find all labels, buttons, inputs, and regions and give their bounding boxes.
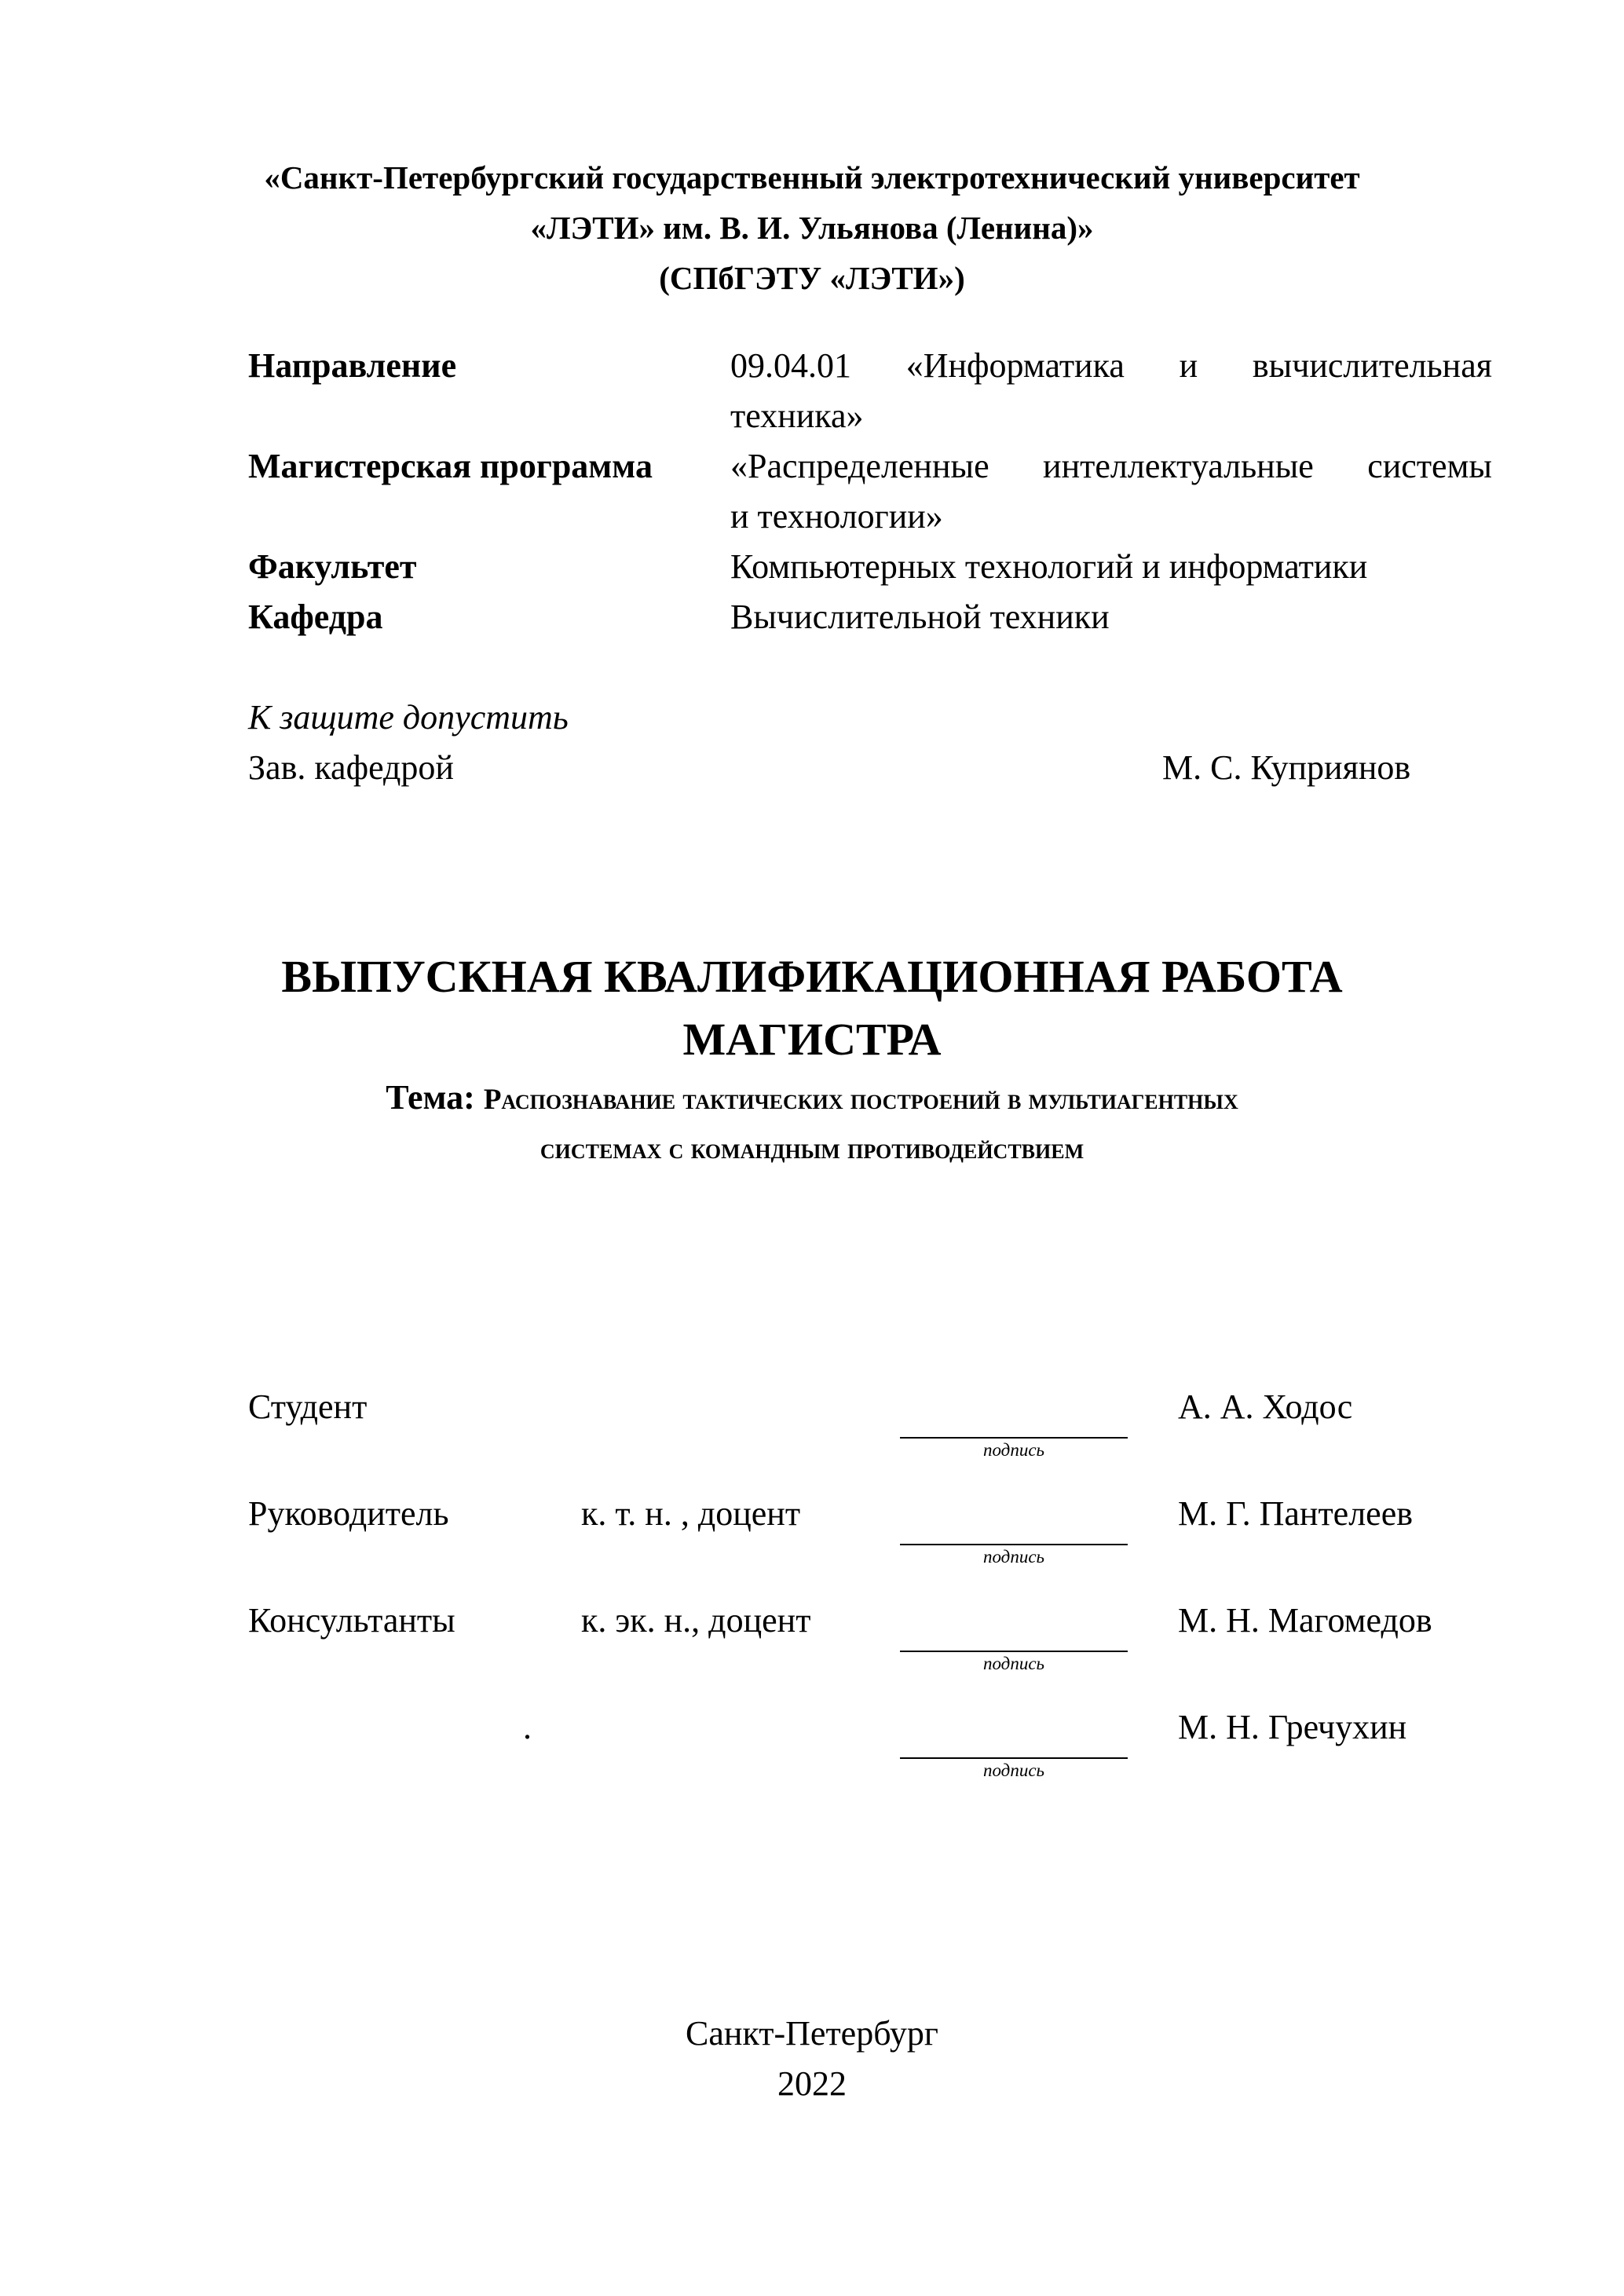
topic-line1 <box>0 1077 1624 1117</box>
direction-label: Направление <box>248 346 457 385</box>
signature-role: Консультанты <box>248 1601 455 1640</box>
department-label: Кафедра <box>248 598 383 636</box>
signature-name: М. Н. Гречухин <box>1178 1708 1407 1746</box>
faculty-label: Факультет <box>248 547 417 586</box>
document-title-line2: МАГИСТРА <box>682 1014 942 1065</box>
signature-role: Студент <box>248 1387 368 1426</box>
signature-line <box>900 1757 1128 1759</box>
university-name-line2: «ЛЭТИ» им. В. И. Ульянова (Ленина)» <box>530 210 1094 246</box>
signature-degree: к. т. н. , доцент <box>581 1494 801 1533</box>
department-value: Вычислительной техники <box>730 598 1110 636</box>
signature-name: А. А. Ходос <box>1178 1387 1353 1426</box>
admit-to-defense: К защите допустить <box>248 698 569 737</box>
signature-caption: подпись <box>982 1760 1044 1780</box>
signature-degree: . <box>523 1708 532 1746</box>
document-title-line1: ВЫПУСКНАЯ КВАЛИФИКАЦИОННАЯ РАБОТА <box>281 951 1343 1002</box>
faculty-value: Компьютерных технологий и информатики <box>730 547 1368 586</box>
signature-degree: к. эк. н., доцент <box>581 1601 811 1640</box>
program-label: Магистерская программа <box>248 447 653 485</box>
program-value-line2: и технологии» <box>730 497 943 536</box>
signature-caption: подпись <box>982 1547 1044 1567</box>
signature-line <box>900 1544 1128 1545</box>
signature-caption: подпись <box>982 1654 1044 1673</box>
signature-caption: подпись <box>982 1440 1044 1460</box>
topic-line2 <box>0 1132 1624 1166</box>
signature-name: М. Г. Пантелеев <box>1178 1494 1413 1533</box>
direction-value-line2: техника» <box>730 397 864 435</box>
program-value-line1: «Распределенные интеллектуальные системы <box>730 447 1492 485</box>
direction-value-line1: 09.04.01 «Информатика и вычислительная <box>730 346 1492 385</box>
signature-role: Руководитель <box>248 1494 449 1533</box>
signature-line <box>900 1651 1128 1652</box>
footer-year: 2022 <box>777 2064 847 2103</box>
footer-city: Санкт-Петербург <box>686 2014 938 2053</box>
program-value <box>730 441 1492 542</box>
topic-prefix: Тема: <box>386 1078 484 1117</box>
university-abbreviation: (СПбГЭТУ «ЛЭТИ») <box>659 260 965 296</box>
direction-value <box>730 341 1492 441</box>
topic-text-line1: Распознавание тактических построений в мультиагентных <box>483 1084 1238 1116</box>
head-of-department-label: Зав. кафедрой <box>248 748 454 787</box>
signature-line <box>900 1437 1128 1439</box>
signature-name: М. Н. Магомедов <box>1178 1601 1432 1640</box>
head-of-department-name: М. С. Куприянов <box>1162 748 1411 787</box>
university-name-line1: «Санкт-Петербургский государственный электротехнический университет <box>264 159 1360 196</box>
topic-text-line2: системах с командным противодействием <box>540 1133 1084 1165</box>
